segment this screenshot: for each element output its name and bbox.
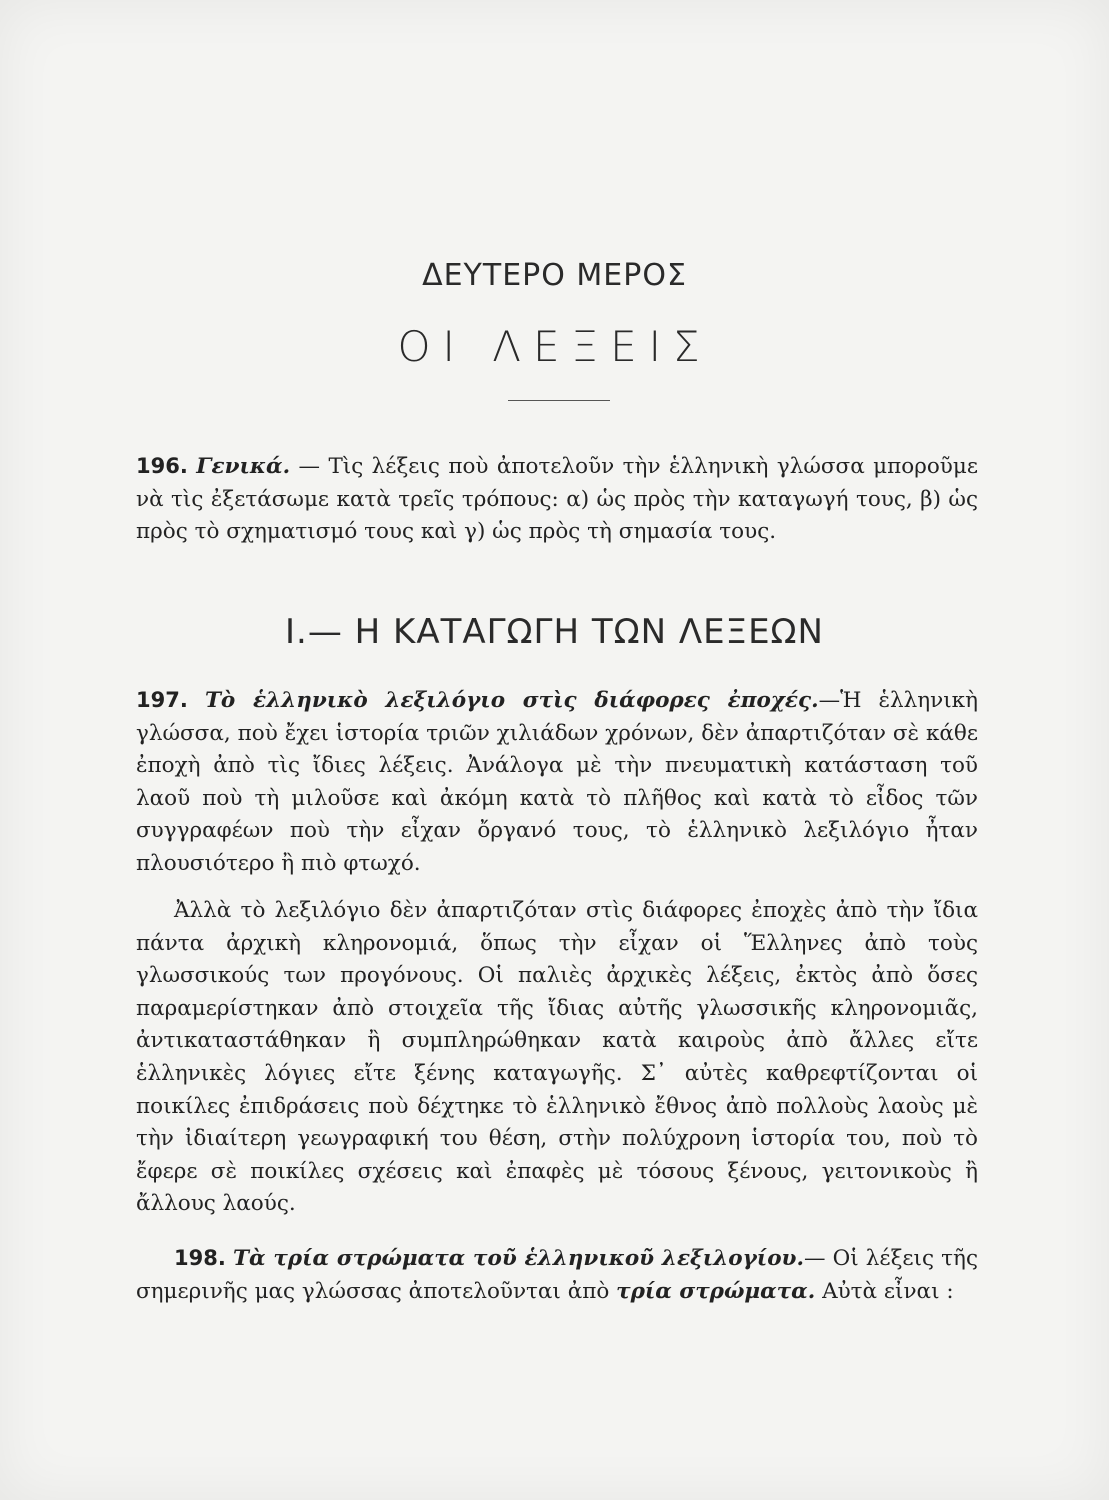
chapter-heading: I.— Η ΚΑΤΑΓΩΓΗ ΤΩΝ ΛΕΞΕΩΝ (285, 612, 824, 652)
part-title: ΔΕΥΤΕΡΟ ΜΕΡΟΣ (422, 258, 687, 293)
paragraph-tail: Αὐτὰ εἶναι : (822, 1278, 954, 1304)
emphasis-text: τρία στρώματα. (616, 1278, 816, 1304)
paragraph-text: Ἀλλὰ τὸ λεξιλόγιο δὲν ἀπαρτιζόταν στὶς διάφορες ἐποχὲς ἀπὸ τὴν ἴδια πάντα ἀρχικὴ κληρονομιά, ὅπως τὴν εἶχαν οἱ Ἕλληνες ἀπὸ τοὺς γλωσσικούς των προγόνους. Οἱ παλιὲς ἀρχικὲς λέξεις, ἐκτὸς ἀπὸ ὅσες παραμερίστηκαν ἀπὸ στοιχεῖα τῆς ἴδιας αὐτῆς γλωσσικῆς κληρονομιᾶς, ἀντικαταστάθηκαν ἢ συμπληρώθηκαν κατὰ καιροὺς ἀπὸ ἄλλες εἴτε ἑλληνικὲς λόγιες εἴτε ξένης καταγωγῆς. Σ᾿ αὐτὲς καθρεφτίζονται οἱ ποικίλες ἐπιδράσεις ποὺ δέχτηκε τὸ ἑλληνικὸ ἔθνος ἀπὸ πολλοὺς λαοὺς μὲ τὴν ἰδιαίτερη γεωγραφική του θέση, στὴν πολύχρονη ἱστορία του, ποὺ τὸ ἔφερε σὲ ποικίλες σχέσεις καὶ ἐπαφὲς μὲ τόσους ξένους, γειτονικοὺς ἢ ἄλλους λαούς. (136, 898, 978, 1217)
paragraph-text: Τὶς λέξεις ποὺ ἀποτελοῦν τὴν ἑλληνικὴ γλώσσα μποροῦμε νὰ τὶς ἐξετάσωμε κατὰ τρεῖς τρόπους: α) ὡς πρὸς τὴν καταγωγή τους, β) ὡς πρὸς τὸ σχηματισμό τους καὶ γ) ὡς πρὸς τὴ σημασία τους. (136, 454, 978, 545)
paragraph-197-continued (136, 895, 978, 1221)
paragraph-198 (136, 1242, 978, 1308)
paragraph-number: 198. (174, 1246, 226, 1270)
section-title: ΟΙ ΛΕΞΕΙΣ (397, 322, 712, 371)
paragraph-heading: Τὸ ἑλληνικὸ λεξιλόγιο στὶς διάφορες ἐποχές. (204, 688, 819, 713)
paragraph-number: 197. (136, 688, 188, 712)
paragraph-text: Οἱ λέξεις τῆς σημερινῆς μας γλώσσας ἀποτελοῦνται ἀπὸ (136, 1246, 978, 1304)
paragraph-text: Ἡ ἑλληνικὴ γλώσσα, ποὺ ἔχει ἱστορία τριῶν χιλιάδων χρόνων, δὲν ἀπαρτιζόταν σὲ κάθε ἐποχὴ ἀπὸ τὶς ἴδιες λέξεις. Ἀνάλογα μὲ τὴν πνευματικὴ κατάσταση τοῦ λαοῦ ποὺ τὴ μιλοῦσε καὶ ἀκόμη κατὰ τὸ πλῆθος καὶ κατὰ τὸ εἶδος τῶν συγγραφέων ποὺ τὴν εἶχαν ὄργανό τους, τὸ ἑλληνικὸ λεξιλόγιο ἦταν πλουσιότερο ἢ πιὸ φτωχό. (136, 688, 978, 876)
title-divider (508, 400, 610, 401)
heading-dash: — (803, 1246, 833, 1271)
heading-dash: — (818, 688, 841, 713)
paragraph-197 (136, 684, 978, 881)
paragraph-196 (136, 450, 978, 549)
heading-dash: — (290, 454, 329, 479)
paragraph-heading: Τὰ τρία στρώματα τοῦ ἑλληνικοῦ λεξιλογίου. (232, 1246, 804, 1271)
paragraph-number: 196. (136, 454, 188, 478)
paragraph-heading: Γενικά. (196, 454, 291, 479)
